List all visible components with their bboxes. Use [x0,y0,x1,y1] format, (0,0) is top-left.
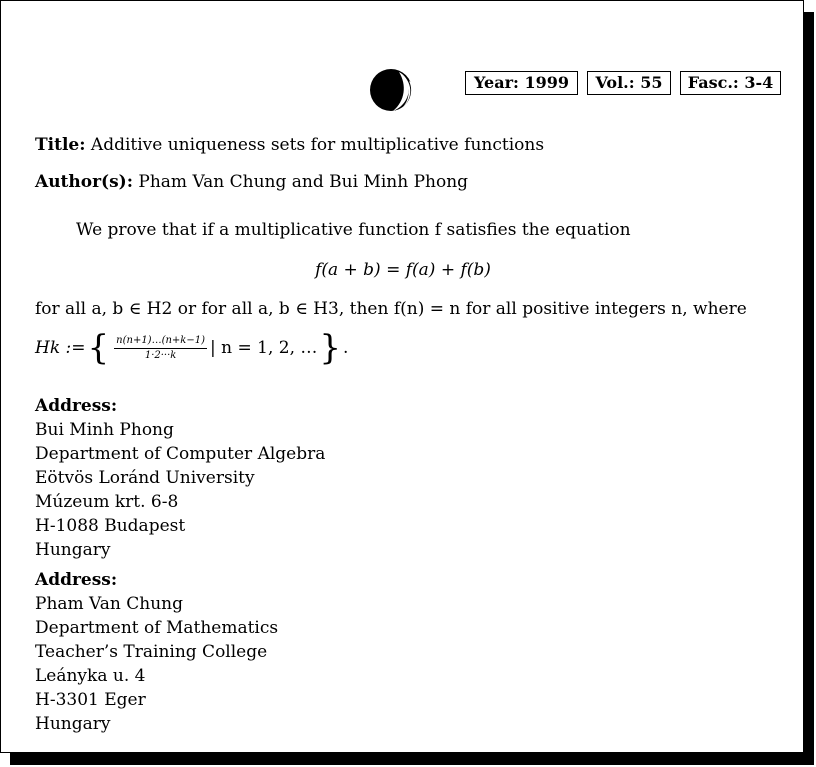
address-line: Department of Computer Algebra [35,444,326,464]
address-line: Leányka u. 4 [35,666,146,686]
hk-lhs: Hk := [35,338,86,358]
address-line: H-3301 Eger [35,690,146,710]
address-line: Teacher’s Training College [35,642,268,662]
fascicle-badge: Fasc.: 3-4 [680,71,781,95]
paper-title: Additive uniqueness sets for multiplicative functions [90,135,545,155]
hk-end: . [343,338,349,358]
address-block-phong [35,394,325,562]
address-line: Pham Van Chung [35,594,183,614]
address-line: H-1088 Budapest [35,516,186,536]
address-line: Department of Mathematics [35,618,279,638]
left-brace: { [87,328,110,368]
authors-line [35,171,468,193]
address-line: Hungary [35,714,111,734]
paper-authors: Pham Van Chung and Bui Minh Phong [138,172,469,192]
journal-logo-icon [369,67,413,113]
abstract-intro: We prove that if a multiplicative function f satisfies the equation [76,220,631,240]
address-heading: Address: [35,396,118,416]
authors-label: Author(s): [35,172,133,192]
address-heading: Address: [35,570,118,590]
hk-denominator: 1·2···k [144,349,177,361]
volume-badge: Vol.: 55 [587,71,671,95]
title-line [35,134,544,156]
hk-definition [35,327,348,369]
hk-condition: | n = 1, 2, … [210,338,318,358]
right-brace: } [319,328,342,368]
address-block-chung [35,568,278,736]
address-line: Bui Minh Phong [35,420,174,440]
title-label: Title: [35,135,86,155]
address-line: Hungary [35,540,111,560]
address-line: Múzeum krt. 6-8 [35,492,179,512]
hk-numerator: n(n+1)…(n+k−1) [114,335,207,349]
abstract-continuation: for all a, b ∈ H2 or for all a, b ∈ H3, then f(n) = n for all positive integers n, where [35,299,747,319]
address-line: Eötvös Loránd University [35,468,255,488]
hk-fraction [114,335,207,362]
abstract-equation: f(a + b) = f(a) + f(b) [315,260,491,280]
year-badge: Year: 1999 [465,71,578,95]
